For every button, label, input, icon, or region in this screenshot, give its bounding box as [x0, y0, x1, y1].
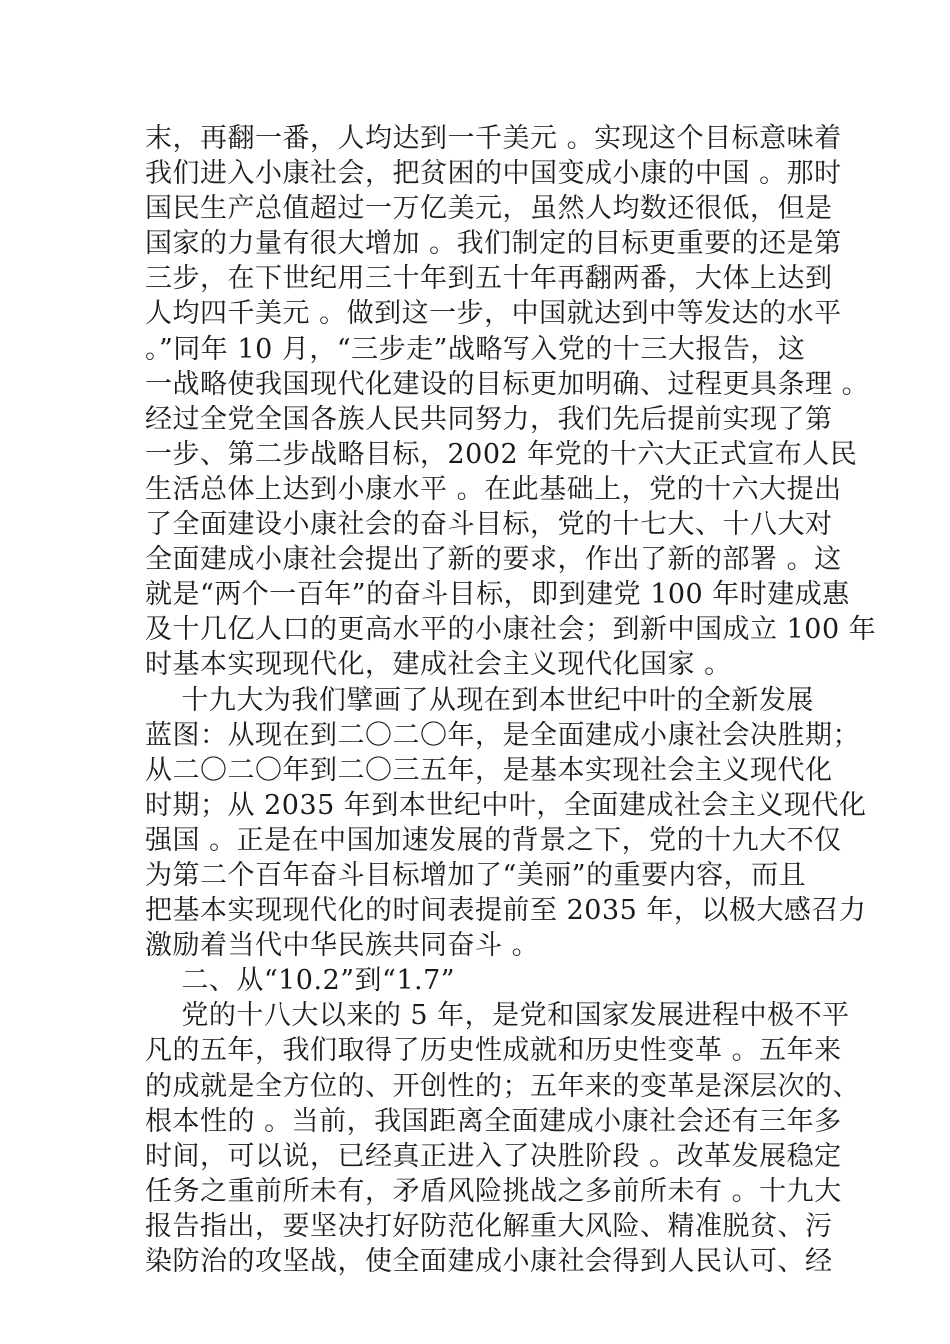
text-line: 任务之重前所未有，矛盾风险挑战之多前所未有 。十九大	[145, 1175, 842, 1207]
text-line: 蓝图：从现在到二〇二〇年，是全面建成小康社会决胜期；	[145, 719, 860, 751]
text-line: 时期；从 2035 年到本世纪中叶，全面建成社会主义现代化	[145, 789, 867, 821]
body-text	[145, 121, 877, 1279]
text-line: 时基本实现现代化，建成社会主义现代化国家 。	[145, 649, 732, 681]
text-line: 从二〇二〇年到二〇三五年，是基本实现社会主义现代化	[145, 754, 833, 786]
text-line: 强国 。正是在中国加速发展的背景之下，党的十九大不仅	[145, 824, 842, 856]
text-line: 经过全党全国各族人民共同努力，我们先后提前实现了第	[145, 403, 833, 435]
text-line: 生活总体上达到小康水平 。在此基础上，党的十六大提出	[145, 473, 842, 505]
text-line: 时间，可以说，已经真正进入了决胜阶段 。改革发展稳定	[145, 1140, 842, 1172]
text-line: 及十几亿人口的更高水平的小康社会；到新中国成立 100 年	[145, 614, 877, 646]
text-line: 国民生产总值超过一万亿美元，虽然人均数还很低，但是	[145, 193, 833, 225]
text-line: 根本性的 。当前，我国距离全面建成小康社会还有三年多	[145, 1105, 842, 1137]
text-line: 。”同年 10 月，“三步走”战略写入党的十三大报告，这	[145, 333, 806, 365]
text-line: 激励着当代中华民族共同奋斗 。	[145, 930, 540, 962]
text-line: 一战略使我国现代化建设的目标更加明确、过程更具条理 。	[145, 368, 870, 400]
text-line: 国家的力量有很大增加 。我们制定的目标更重要的还是第	[145, 228, 842, 260]
text-line: 了全面建设小康社会的奋斗目标，党的十七大、十八大对	[145, 509, 833, 541]
text-line: 把基本实现现代化的时间表提前至 2035 年，以极大感召力	[145, 895, 867, 927]
text-line: 的成就是全方位的、开创性的；五年来的变革是深层次的、	[145, 1070, 860, 1102]
text-line: 人均四千美元 。做到这一步，中国就达到中等发达的水平	[145, 298, 842, 330]
text-line: 一步、第二步战略目标，2002 年党的十六大正式宣布人民	[145, 438, 858, 470]
text-line: 党的十八大以来的 5 年，是党和国家发展进程中极不平	[145, 1000, 850, 1032]
text-line: 末，再翻一番，人均达到一千美元 。实现这个目标意味着	[145, 123, 842, 154]
text-line: 全面建成小康社会提出了新的要求，作出了新的部署 。这	[145, 544, 842, 576]
text-line: 染防治的攻坚战，使全面建成小康社会得到人民认可、经	[145, 1246, 833, 1277]
text-line: 三步，在下世纪用三十年到五十年再翻两番，大体上达到	[145, 263, 833, 295]
section-heading: 二、从“10.2”到“1.7”	[145, 965, 456, 997]
text-line: 报告指出，要坚决打好防范化解重大风险、精准脱贫、污	[145, 1210, 833, 1242]
text-line: 我们进入小康社会，把贫困的中国变成小康的中国 。那时	[145, 158, 842, 190]
text-line: 凡的五年，我们取得了历史性成就和历史性变革 。五年来	[145, 1035, 842, 1067]
text-line: 就是“两个一百年”的奋斗目标，即到建党 100 年时建成惠	[145, 579, 850, 611]
text-line: 为第二个百年奋斗目标增加了“美丽”的重要内容，而且	[145, 859, 807, 891]
text-line: 十九大为我们擘画了从现在到本世纪中叶的全新发展	[145, 684, 814, 716]
